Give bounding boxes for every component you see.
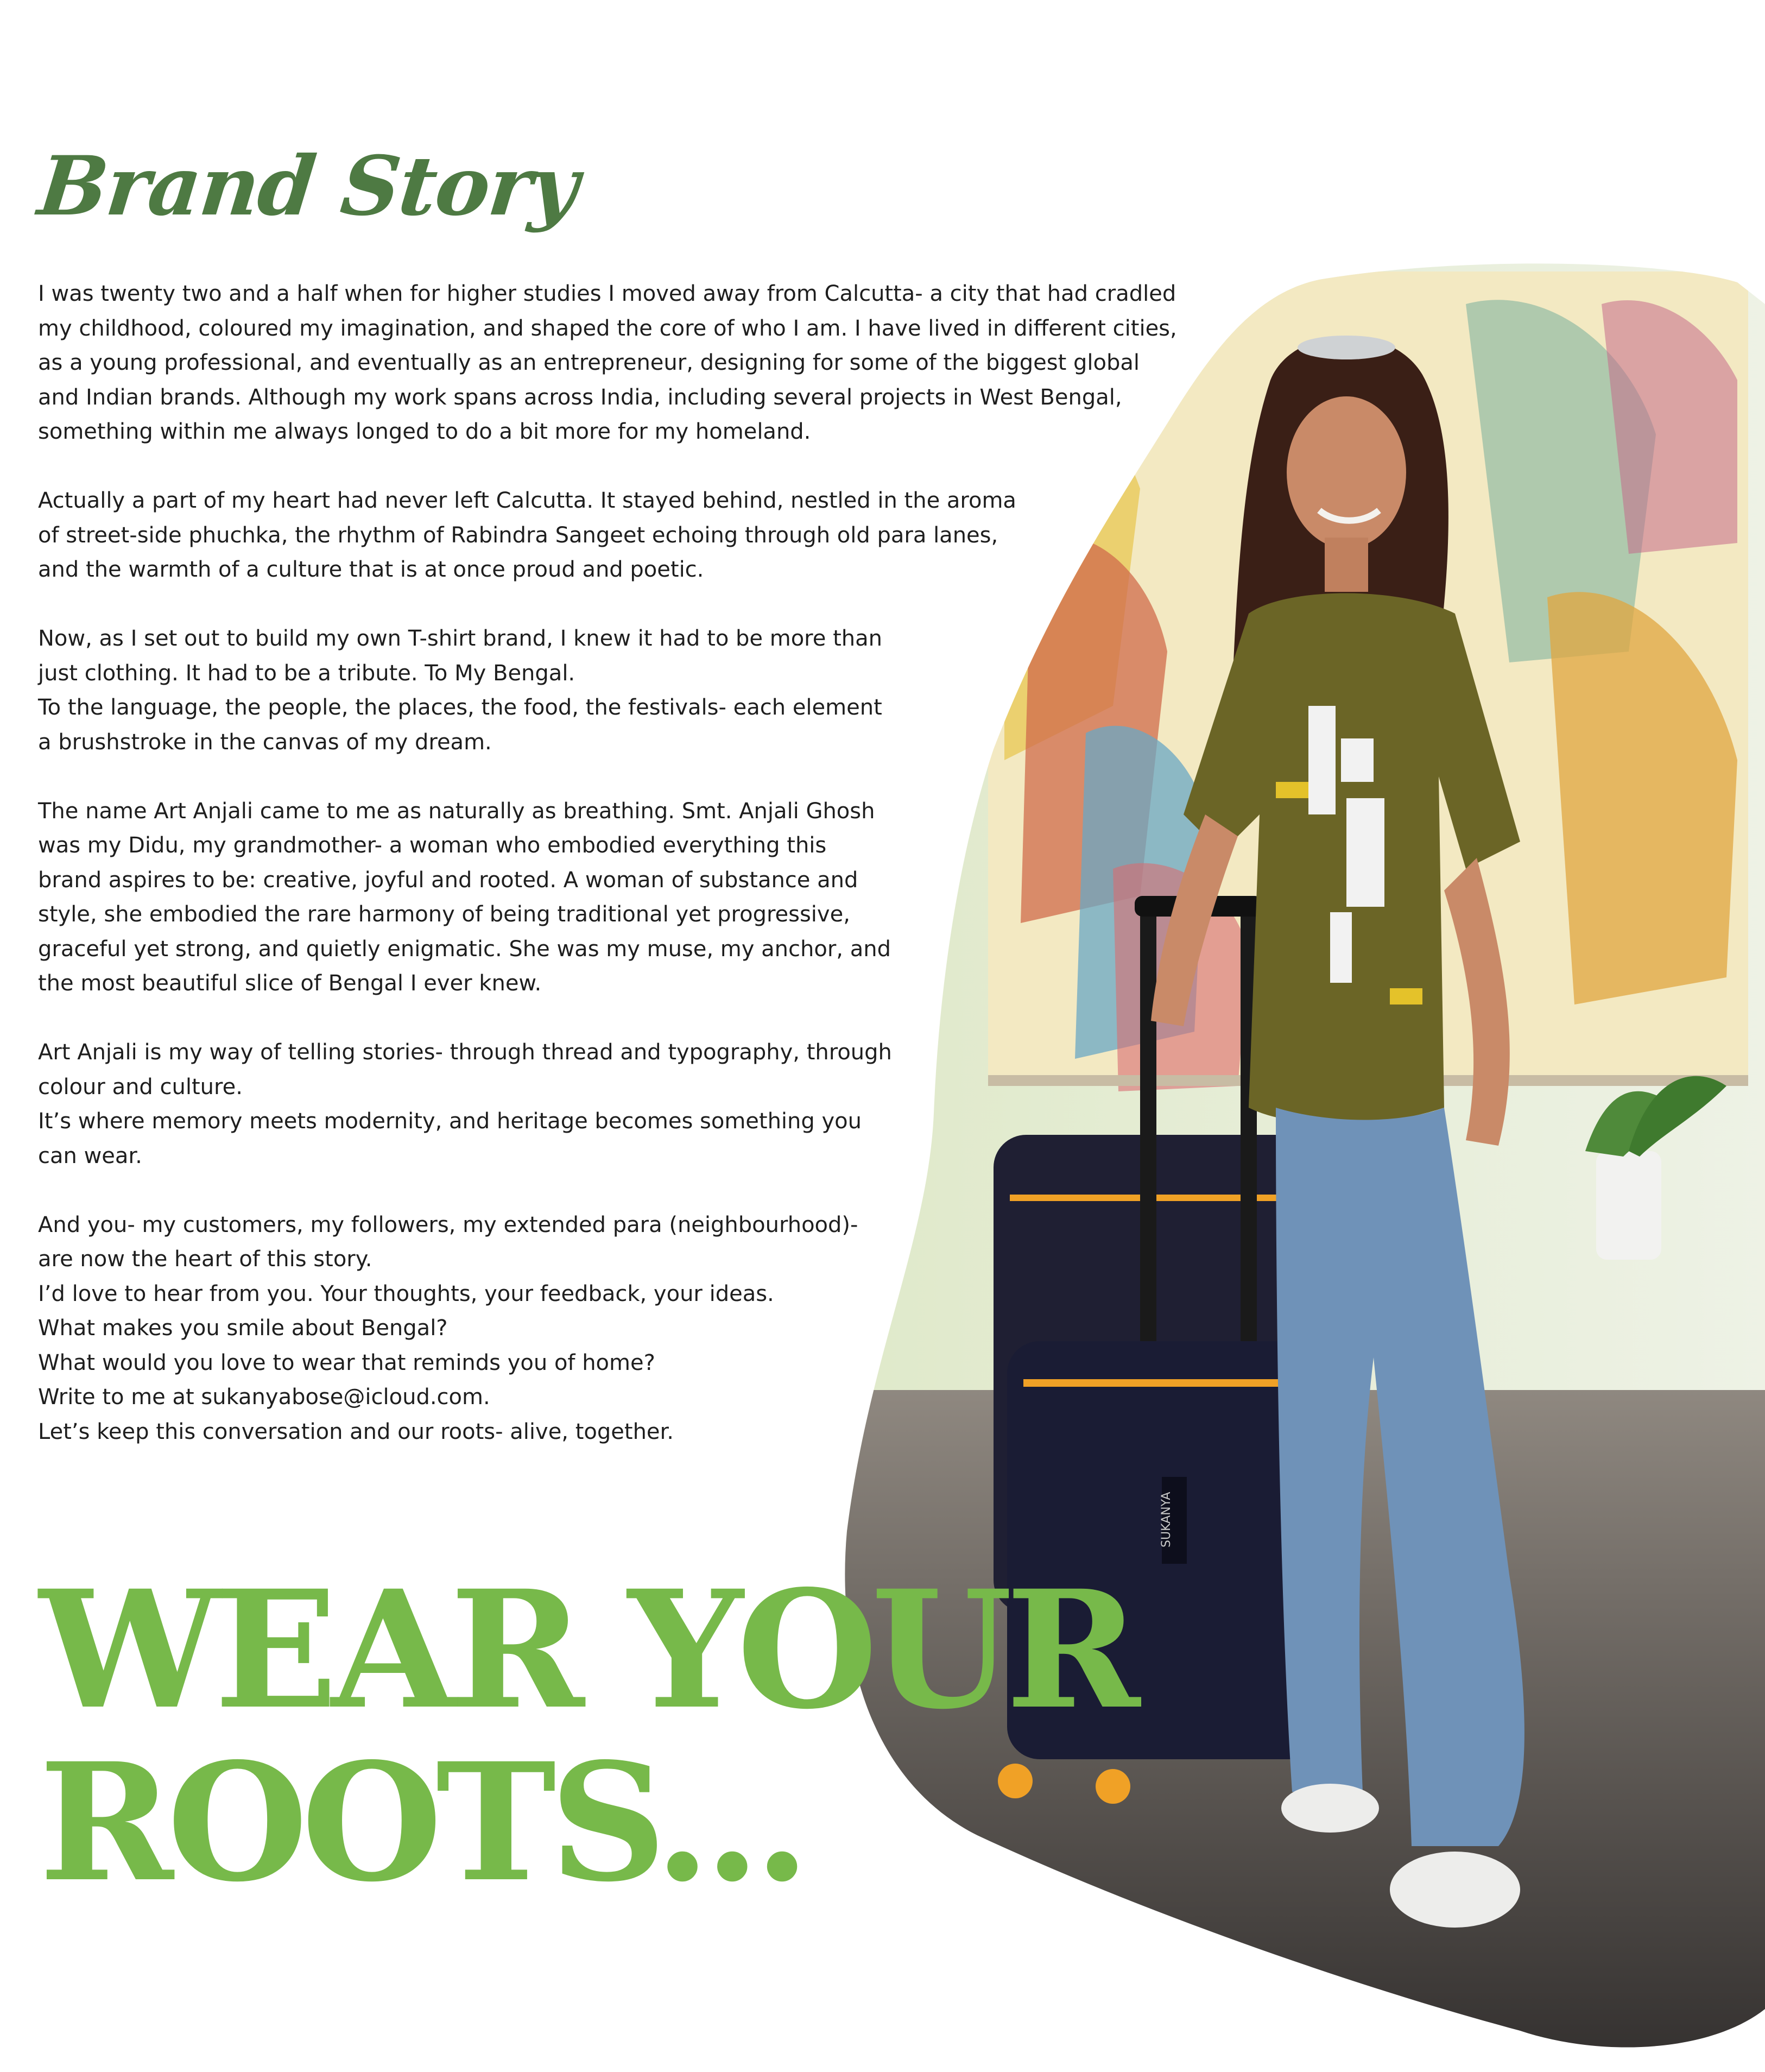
story-line: just clothing. It had to be a tribute. To My Bengal. (38, 660, 575, 686)
story-line: are now the heart of this story. (38, 1247, 372, 1272)
story-line: was my Didu, my grandmother- a woman who embodied everything this (38, 833, 827, 858)
story-paragraph (38, 622, 1314, 760)
story-line: Let’s keep this conversation and our roots- alive, together. (38, 1419, 674, 1444)
story-line: and Indian brands. Although my work spans across India, including several projects in West Bengal, (38, 384, 1122, 410)
story-line: my childhood, coloured my imagination, and shaped the core of who I am. I have lived in different cities, (38, 315, 1177, 341)
page-title: Brand Story (34, 138, 583, 234)
tagline (39, 1555, 1134, 1918)
story-line: can wear. (38, 1143, 142, 1168)
story-paragraph (38, 484, 1314, 588)
story-paragraph (38, 1208, 1314, 1450)
story-line: It’s where memory meets modernity, and heritage becomes something you (38, 1109, 862, 1134)
story-line: I’d love to hear from you. Your thoughts, your feedback, your ideas. (38, 1281, 774, 1306)
story-line: style, she embodied the rare harmony of being traditional yet progressive, (38, 902, 850, 927)
story-line: To the language, the people, the places, the food, the festivals- each element (38, 695, 882, 720)
story-paragraph (38, 794, 1314, 1001)
story-line: as a young professional, and eventually as an entrepreneur, designing for some of the biggest global (38, 350, 1140, 375)
story-paragraph (38, 277, 1314, 450)
story-line: Now, as I set out to build my own T-shirt brand, I knew it had to be more than (38, 626, 882, 651)
story-line: Write to me at sukanyabose@icloud.com. (38, 1385, 490, 1410)
story-line: graceful yet strong, and quietly enigmatic. She was my muse, my anchor, and (38, 936, 891, 962)
luggage-brand-mark: SUKANYA (1160, 1492, 1173, 1547)
story-line: of street-side phuchka, the rhythm of Rabindra Sangeet echoing through old para lanes, (38, 522, 998, 548)
story-paragraph (38, 1035, 1314, 1173)
tagline-line: ROOTS... (39, 1728, 804, 1918)
story-line: colour and culture. (38, 1074, 243, 1100)
story-line: something within me always longed to do a bit more for my homeland. (38, 419, 811, 444)
story-line: What makes you smile about Bengal? (38, 1316, 448, 1341)
story-line: And you- my customers, my followers, my extended para (neighbourhood)- (38, 1212, 858, 1237)
story-line: What would you love to wear that reminds you of home? (38, 1350, 655, 1375)
story-line: the most beautiful slice of Bengal I ever knew. (38, 971, 542, 996)
story-line: brand aspires to be: creative, joyful and rooted. A woman of substance and (38, 867, 858, 893)
story-line: The name Art Anjali came to me as naturally as breathing. Smt. Anjali Ghosh (38, 798, 875, 824)
story-line: a brushstroke in the canvas of my dream. (38, 729, 492, 755)
story-line: and the warmth of a culture that is at once proud and poetic. (38, 557, 704, 582)
story-line: I was twenty two and a half when for higher studies I moved away from Calcutta- a city that had cradled (38, 281, 1176, 306)
tagline-line: WEAR YOUR (39, 1555, 1134, 1745)
story-line: Actually a part of my heart had never left Calcutta. It stayed behind, nestled in the aroma (38, 488, 1016, 513)
story-text (38, 277, 1314, 1484)
story-line: Art Anjali is my way of telling stories- through thread and typography, through (38, 1040, 892, 1065)
